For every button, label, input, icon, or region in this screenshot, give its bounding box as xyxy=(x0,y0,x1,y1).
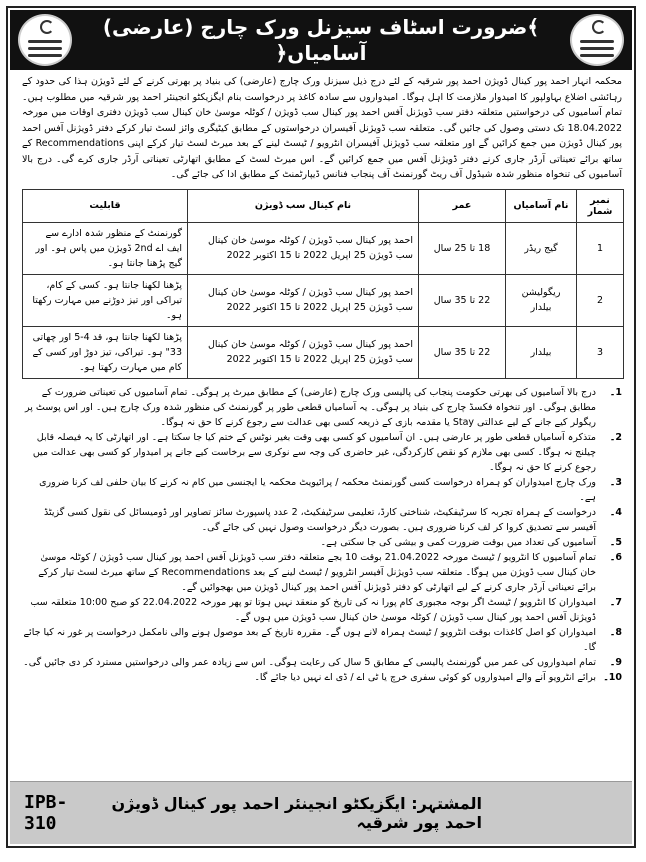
advertiser: المشتہر: ایگزیکٹو انجینئر احمد پور کینال ڈویژن احمد پور شرقیہ xyxy=(111,794,482,832)
condition-item xyxy=(22,655,622,670)
condition-item xyxy=(22,430,622,475)
table-row xyxy=(23,274,624,326)
condition-number: 1۔ xyxy=(609,386,622,398)
table-cell: احمد پور کینال سب ڈویژن / کوٹلہ موسیٰ خان کینال سب ڈویژن 25 اپریل 2022 تا 15 اکتوبر 2022 xyxy=(188,326,419,378)
conditions-list xyxy=(22,385,622,685)
col-post: نام آسامیاں xyxy=(506,189,577,222)
condition-text: برائے انٹرویو آنے والے امیدواروں کو کوئی سفری خرچ یا ٹی اے / ڈی اے نہیں دیا جائے گا۔ xyxy=(254,671,596,683)
col-age: عمر xyxy=(419,189,506,222)
table-cell: گیج ریڈر xyxy=(506,222,577,274)
condition-number: 2۔ xyxy=(609,431,622,443)
condition-number: 5۔ xyxy=(609,536,622,548)
col-subdivision: نام کینال سب ڈویژن xyxy=(188,189,419,222)
job-advertisement xyxy=(6,6,636,848)
posts-table xyxy=(22,189,624,379)
table-cell: 22 تا 35 سال xyxy=(419,326,506,378)
condition-item xyxy=(22,505,622,535)
table-cell: احمد پور کینال سب ڈویژن / کوٹلہ موسیٰ خان کینال سب ڈویژن 25 اپریل 2022 تا 15 اکتوبر 2022 xyxy=(188,274,419,326)
condition-text: امیدواران کا انٹرویو / ٹیسٹ اگر بوجہ مجبوری کام پورا نہ کی تاریخ کو منعقد نہیں ہوتا تو پھر مورخہ 22.04.2022 کو صبح 10:00 متعلقہ سب ڈویژنل آفس احمد پور کینال سب ڈویژن / کوٹلہ موسیٰ خان کینال سب ڈویژن میں ہوں گے۔ xyxy=(30,596,596,623)
punjab-logo-right xyxy=(570,14,624,66)
condition-item xyxy=(22,625,622,655)
condition-text: تمام امیدواروں کی عمر میں گورنمنٹ پالیسی کے مطابق 5 سال کی رعایت ہوگی۔ اس سے زیادہ عمر والی درخواستیں مسترد کر دی جائیں گی۔ xyxy=(23,656,596,668)
table-cell: پڑھنا لکھنا جانتا ہو۔ کسی کے کام، تیراکی اور تیز دوڑنے میں مہارت رکھتا ہو۔ xyxy=(23,274,188,326)
condition-item xyxy=(22,595,622,625)
table-cell: ریگولیشن بیلدار xyxy=(506,274,577,326)
condition-text: ورک چارج امیدواران کو ہمراہ درخواست کسی گورنمنٹ محکمہ / پرائیویٹ محکمہ یا ایجنسی میں کام نہ کرنے کا بیان حلفی لف کرنا ضروری ہے۔ xyxy=(39,476,596,503)
condition-number: 8۔ xyxy=(609,626,622,638)
intro-paragraph: محکمہ انہار احمد پور کینال ڈویژن احمد پور شرقیہ کے لئے درج ذیل سیزنل ورک چارج (عارضی) کی بنیاد پر بھرتی کرنے کے لئے ڈویژن ہذا کی حدود کے رہائشی اضلاع بہاولپور کا امیدوار ملازمت کا اہل ہوگا۔ امیدواروں سے سادہ کاغذ پر درخواست بنام ایگزیکٹو انجینئر احمد پور شرقیہ میں مطلوب ہیں۔ تمام آسامیوں کی درخواستیں متعلقہ دفتر سب ڈویژنل آفس احمد پور کینال سب ڈویژن / کوٹلہ موسیٰ خان کینال سب ڈویژن دفتری اوقات میں مورخہ 18.04.2022 تک دستی وصول کی جائیں گی۔ متعلقہ سب ڈویژنل آفیسران درخواستوں کے مطابق کیٹیگری وائز لسٹ تیار کرکے دفتر ڈویژنل آفس احمد پور کینال ڈویژن میں جمع کرائیں گے اور متعلقہ سب ڈویژنل آفیسران انٹرویو / ٹیسٹ لینے کے بعد میرٹ لسٹ تیار کرکے اپنی Recommendations کے ساتھ برائے تعیناتی آرڈر جاری کرنے دفتر ڈویژنل آفس میں جمع کرائیں گے۔ اس میرٹ لسٹ کے مطابق اتھارٹی تعیناتی آرڈر جاری کرے گی۔ درج بالا آسامیوں کی تنخواہ منظور شدہ شیڈول آف ریٹ گورنمنٹ آف پنجاب فنانس ڈیپارٹمنٹ کے مطابق ادا کی جائے گی۔ xyxy=(22,76,622,180)
col-qualification: قابلیت xyxy=(23,189,188,222)
table-cell: احمد پور کینال سب ڈویژن / کوٹلہ موسیٰ خان کینال سب ڈویژن 25 اپریل 2022 تا 15 اکتوبر 2022 xyxy=(188,222,419,274)
condition-text: آسامیوں کی تعداد میں بوقت ضرورت کمی و بیشی کی جا سکتی ہے۔ xyxy=(320,536,596,548)
condition-item xyxy=(22,475,622,505)
table-cell: 3 xyxy=(577,326,624,378)
condition-item xyxy=(22,550,622,595)
condition-item xyxy=(22,535,622,550)
condition-text: درخواست کے ہمراہ تجربہ کا سرٹیفکیٹ، شناختی کارڈ، تعلیمی سرٹیفکیٹ، 2 عدد پاسپورٹ سائز تصاویر اور ڈومیسائل کی نقول کسی گزیٹڈ آفیسر سے تصدیق کروا کر لف کرنا ضروری ہیں۔ بصورت دیگر درخواست وصول نہیں کی جائے گی۔ xyxy=(44,506,596,533)
condition-number: 4۔ xyxy=(609,506,622,518)
table-cell: پڑھنا لکھنا جانتا ہو، قد 4-5 اور چھاتی 33" ہو۔ تیراکی، تیز دوڑ اور کسی کے کام میں مہارت رکھتا ہو۔ xyxy=(23,326,188,378)
col-serial: نمبر شمار xyxy=(577,189,624,222)
table-cell: گورنمنٹ کے منظور شدہ ادارے سے ایف اے 2nd ڈویژن میں پاس ہو۔ اور گیج پڑھنا جانتا ہو۔ xyxy=(23,222,188,274)
condition-text: متذکرہ آسامیاں قطعی طور پر عارضی ہیں۔ ان آسامیوں کو کسی بھی وقت بغیر نوٹس کے ختم کیا جا سکتا ہے۔ اور اتھارٹی کا یہ فیصلہ قابل چیلنج نہ ہوگا۔ کسی بھی ملازم کو نقص کارکردگی، غیر حاضری کی وجہ سے نوکری سے برخاست کیے جانے پر امیدوار کو کسی بھی عدالت میں رجوع کرنے کا حق نہ ہوگا۔ xyxy=(32,431,596,473)
footer-band xyxy=(10,781,632,844)
ad-title: ﴾ضرورت اسٹاف سیزنل ورک چارج (عارضی) آسامیاں﴿ xyxy=(102,15,540,65)
table-row xyxy=(23,222,624,274)
header-band xyxy=(10,10,632,70)
condition-number: 9۔ xyxy=(609,656,622,668)
table-cell: 18 تا 25 سال xyxy=(419,222,506,274)
condition-text: امیدواران کو اصل کاغذات بوقت انٹرویو / ٹیسٹ ہمراہ لانے ہوں گے۔ مقررہ تاریخ کے بعد موصول ہونے والی نامکمل درخواست پر غور نہ کیا جائے گا۔ xyxy=(23,626,596,653)
condition-item xyxy=(22,670,622,685)
table-cell: 1 xyxy=(577,222,624,274)
condition-number: 3۔ xyxy=(609,476,622,488)
punjab-logo-left xyxy=(18,14,72,66)
condition-number: 6۔ xyxy=(609,551,622,563)
table-row xyxy=(23,326,624,378)
table-cell: بیلدار xyxy=(506,326,577,378)
ad-code: IPB-310 xyxy=(24,792,68,834)
condition-item xyxy=(22,385,622,430)
condition-text: درج بالا آسامیوں کی بھرتی حکومت پنجاب کی پالیسی ورک چارج (عارضی) کے مطابق میرٹ پر ہوگی۔ تمام آسامیوں کی تعیناتی ضرورت کے مطابق ہوگی۔ اور تنخواہ فکسڈ چارج کی بنیاد پر ہوگی۔ یہ آسامیاں قطعی طور پر گورنمنٹ کی منظور شدہ ورک چارج ہیں۔ اور اس پوسٹ پر ریگولر کیے جانے کے لیے عدالتی Stay یا مقدمہ بازی کے ذریعہ کسی بھی عدالت سے رجوع کرنے کا حق نہ ہوگا۔ xyxy=(25,386,596,428)
condition-number: 7۔ xyxy=(609,596,622,608)
table-cell: 2 xyxy=(577,274,624,326)
condition-number: 10۔ xyxy=(603,671,622,683)
table-cell: 22 تا 35 سال xyxy=(419,274,506,326)
condition-text: تمام آسامیوں کا انٹرویو / ٹیسٹ مورخہ 21.04.2022 بوقت 10 بجے متعلقہ دفتر سب ڈویژنل آفس احمد پور کینال سب ڈویژن / کوٹلہ موسیٰ خان کینال سب ڈویژن میں ہوگا۔ متعلقہ سب ڈویژنل آفیسر انٹرویو / ٹیسٹ لینے کے بعد Recommendations کے ساتھ میرٹ لسٹ تیار کرکے برائے تعیناتی آرڈر جاری کرنے کے لیے اتھارٹی کو دفتر ڈویژنل آفس احمد پور کینال ڈویژن میں بھجوائیں گے۔ xyxy=(38,551,596,593)
